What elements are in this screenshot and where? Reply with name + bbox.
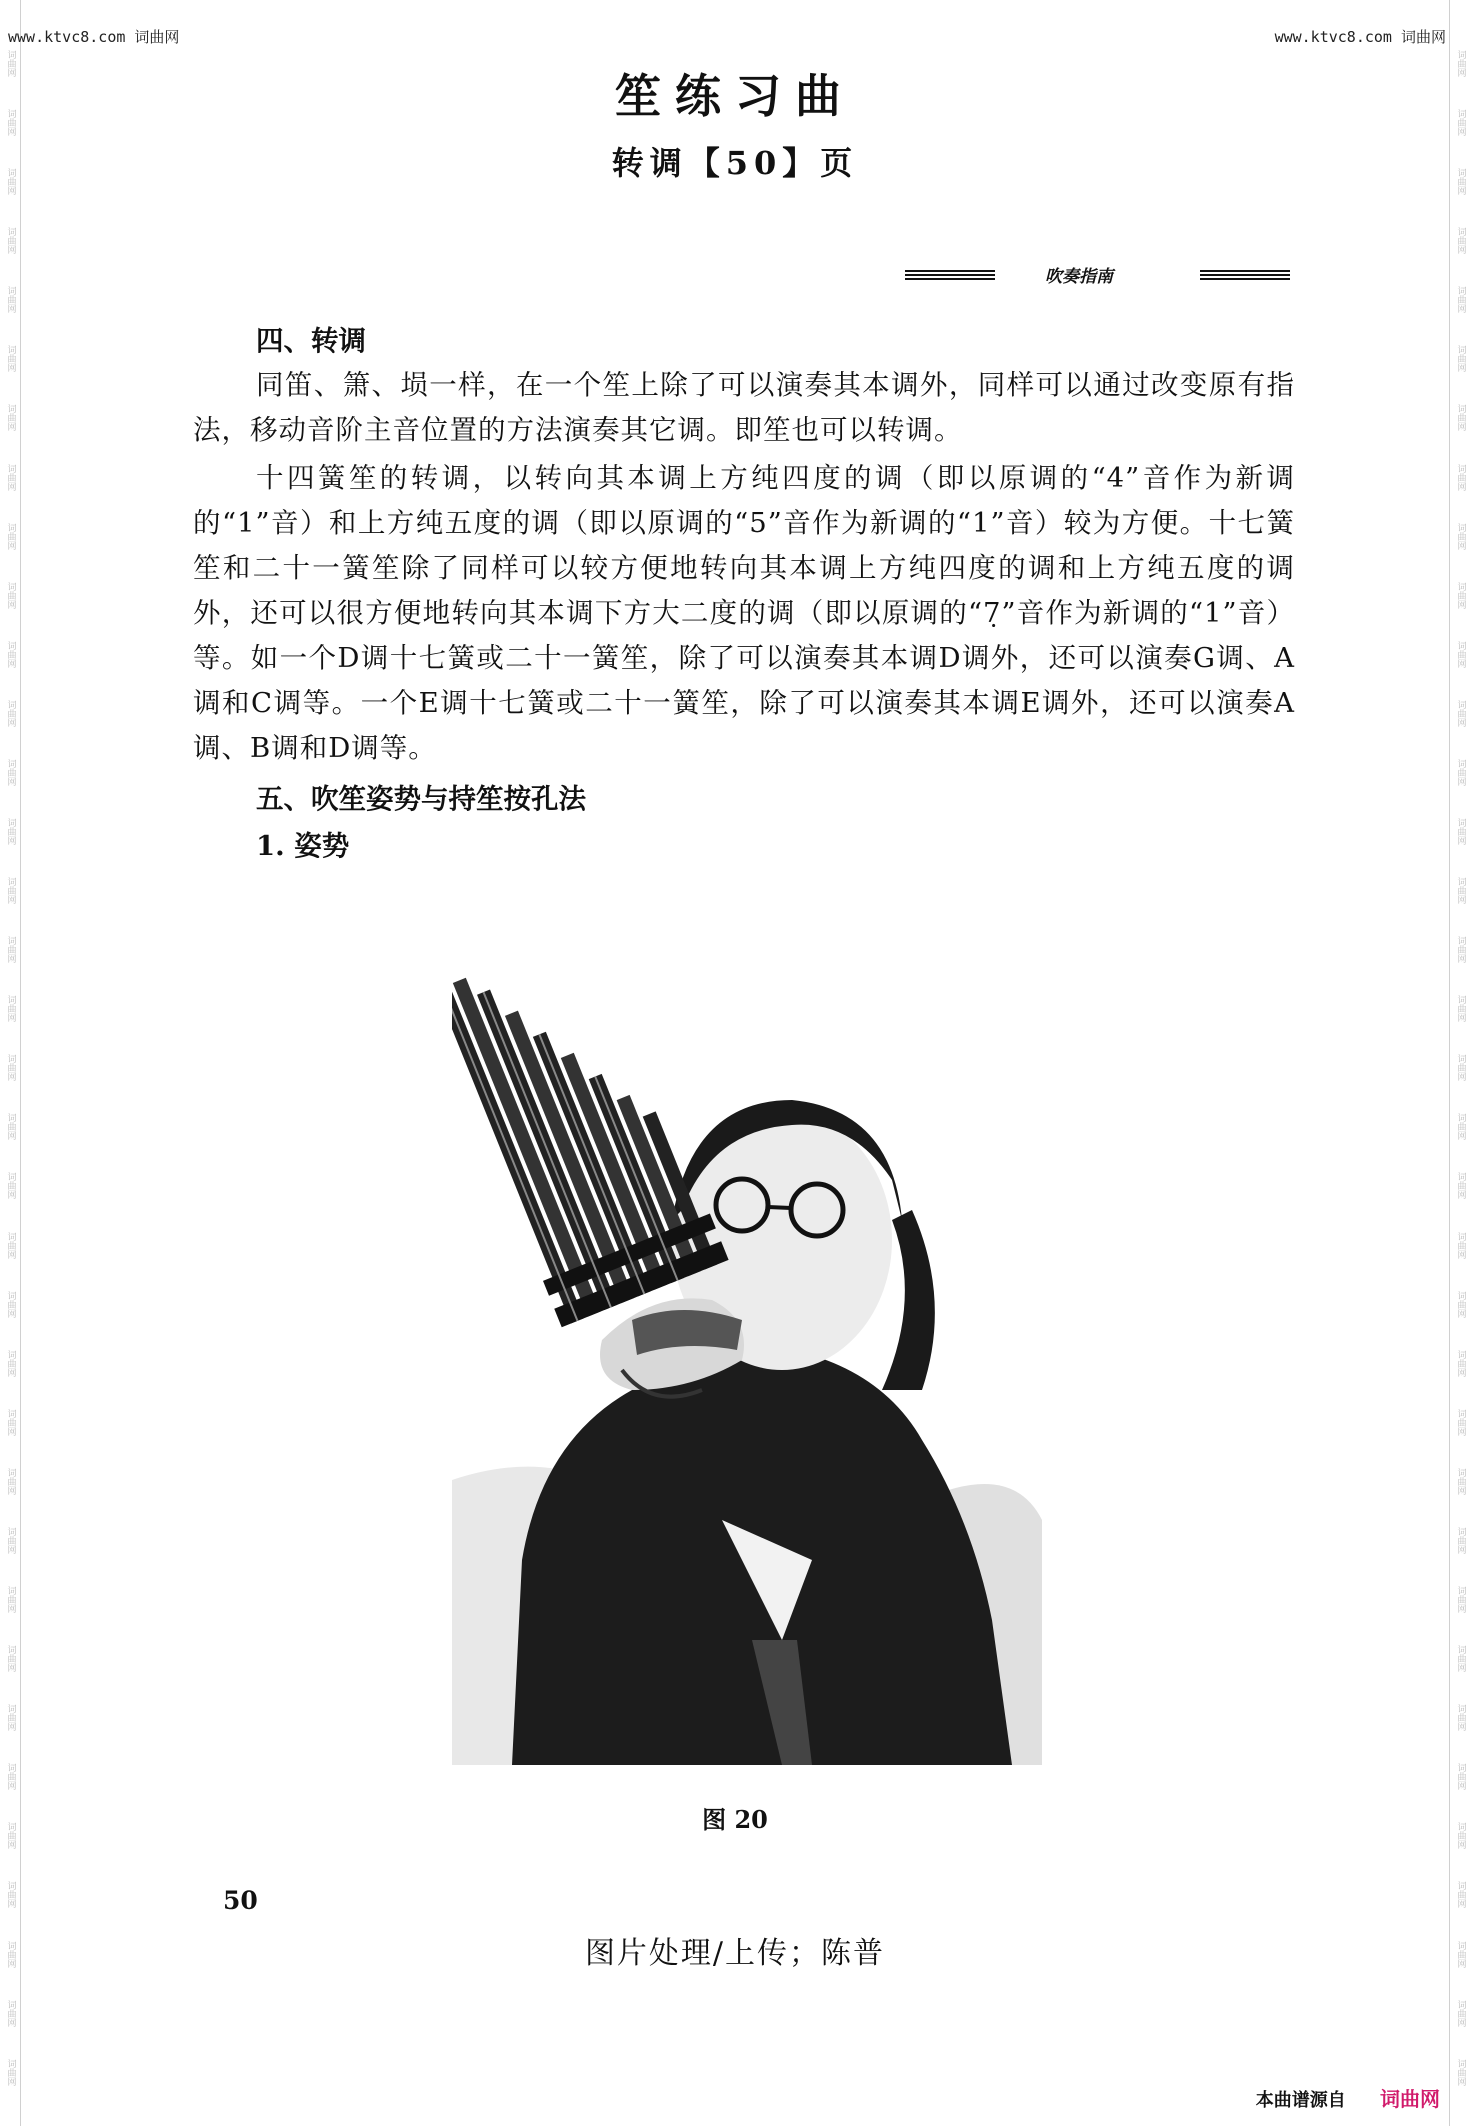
section-tag — [905, 262, 1290, 288]
paragraph-modulation-detail: 十四簧笙的转调，以转向其本调上方纯四度的调（即以原调的“4”音作为新调的“1”音）和上方纯五度的调（即以原调的“5”音作为新调的“1”音）较为方便。十七簧笙和二十一簧笙除了同样可以较方便地转向其本调上方纯四度的调和上方纯五度的调外，还可以很方便地转向其本调下方大二度的调（即以原调的“7̣”音作为新调的“1”音）等。如一个D调十七簧或二十一簧笙，除了可以演奏其本调D调外，还可以演奏G调、A调和C调等。一个E调十七簧或二十一簧笙，除了可以演奏其本调E调外，还可以演奏A调、B调和D调等。 — [193, 462, 1295, 764]
heading-posture-sub: 1. 姿势 — [256, 830, 350, 862]
page-subtitle: 转调【50】页 — [611, 144, 859, 182]
header-site-link-right[interactable]: www.ktvc8.com 词曲网 — [1274, 28, 1446, 46]
footer-source — [1256, 2083, 1440, 2112]
footer-brand-link[interactable]: 词曲网 — [1380, 2087, 1440, 2111]
section-tag-label: 吹奏指南 — [1045, 267, 1113, 287]
left-watermark-strip: 词曲网 词曲网 词曲网 词曲网 词曲网 词曲网 词曲网 词曲网 词曲网 词曲网 词曲网 词曲网 词曲网 词曲网 词曲网 词曲网 词曲网 词曲网 词曲网 词曲网 词曲网 词曲网 词曲网 词曲网 词曲网 词曲网 词曲网 词曲网 词曲网 词曲网 词曲网 词曲网 词曲网 词曲网 词曲网 — [5, 50, 16, 2086]
decorative-rule-left — [905, 270, 995, 282]
heading-posture: 五、吹笙姿势与持笙按孔法 — [256, 783, 586, 815]
decorative-rule-right — [1200, 270, 1290, 282]
heading-modulation: 四、转调 — [256, 325, 366, 357]
page-title: 笙练习曲 — [615, 69, 855, 123]
page-number: 50 — [223, 1886, 258, 1915]
footer-source-label: 本曲谱源自 — [1255, 2090, 1346, 2111]
paragraph-modulation-intro: 同笛、箫、埙一样，在一个笙上除了可以演奏其本调外，同样可以通过改变原有指法，移动音阶主音位置的方法演奏其它调。即笙也可以转调。 — [193, 369, 1295, 446]
upload-credit: 图片处理/上传；陈普 — [584, 1936, 886, 1971]
figure-caption: 图 20 — [702, 1805, 768, 1834]
header-site-link-left[interactable]: www.ktvc8.com 词曲网 — [8, 28, 180, 46]
sheng-player-photo — [452, 920, 1042, 1765]
right-watermark-strip: 词曲网 词曲网 词曲网 词曲网 词曲网 词曲网 词曲网 词曲网 词曲网 词曲网 词曲网 词曲网 词曲网 词曲网 词曲网 词曲网 词曲网 词曲网 词曲网 词曲网 词曲网 词曲网 词曲网 词曲网 词曲网 词曲网 词曲网 词曲网 词曲网 词曲网 词曲网 词曲网 词曲网 词曲网 词曲网 — [1455, 50, 1466, 2086]
